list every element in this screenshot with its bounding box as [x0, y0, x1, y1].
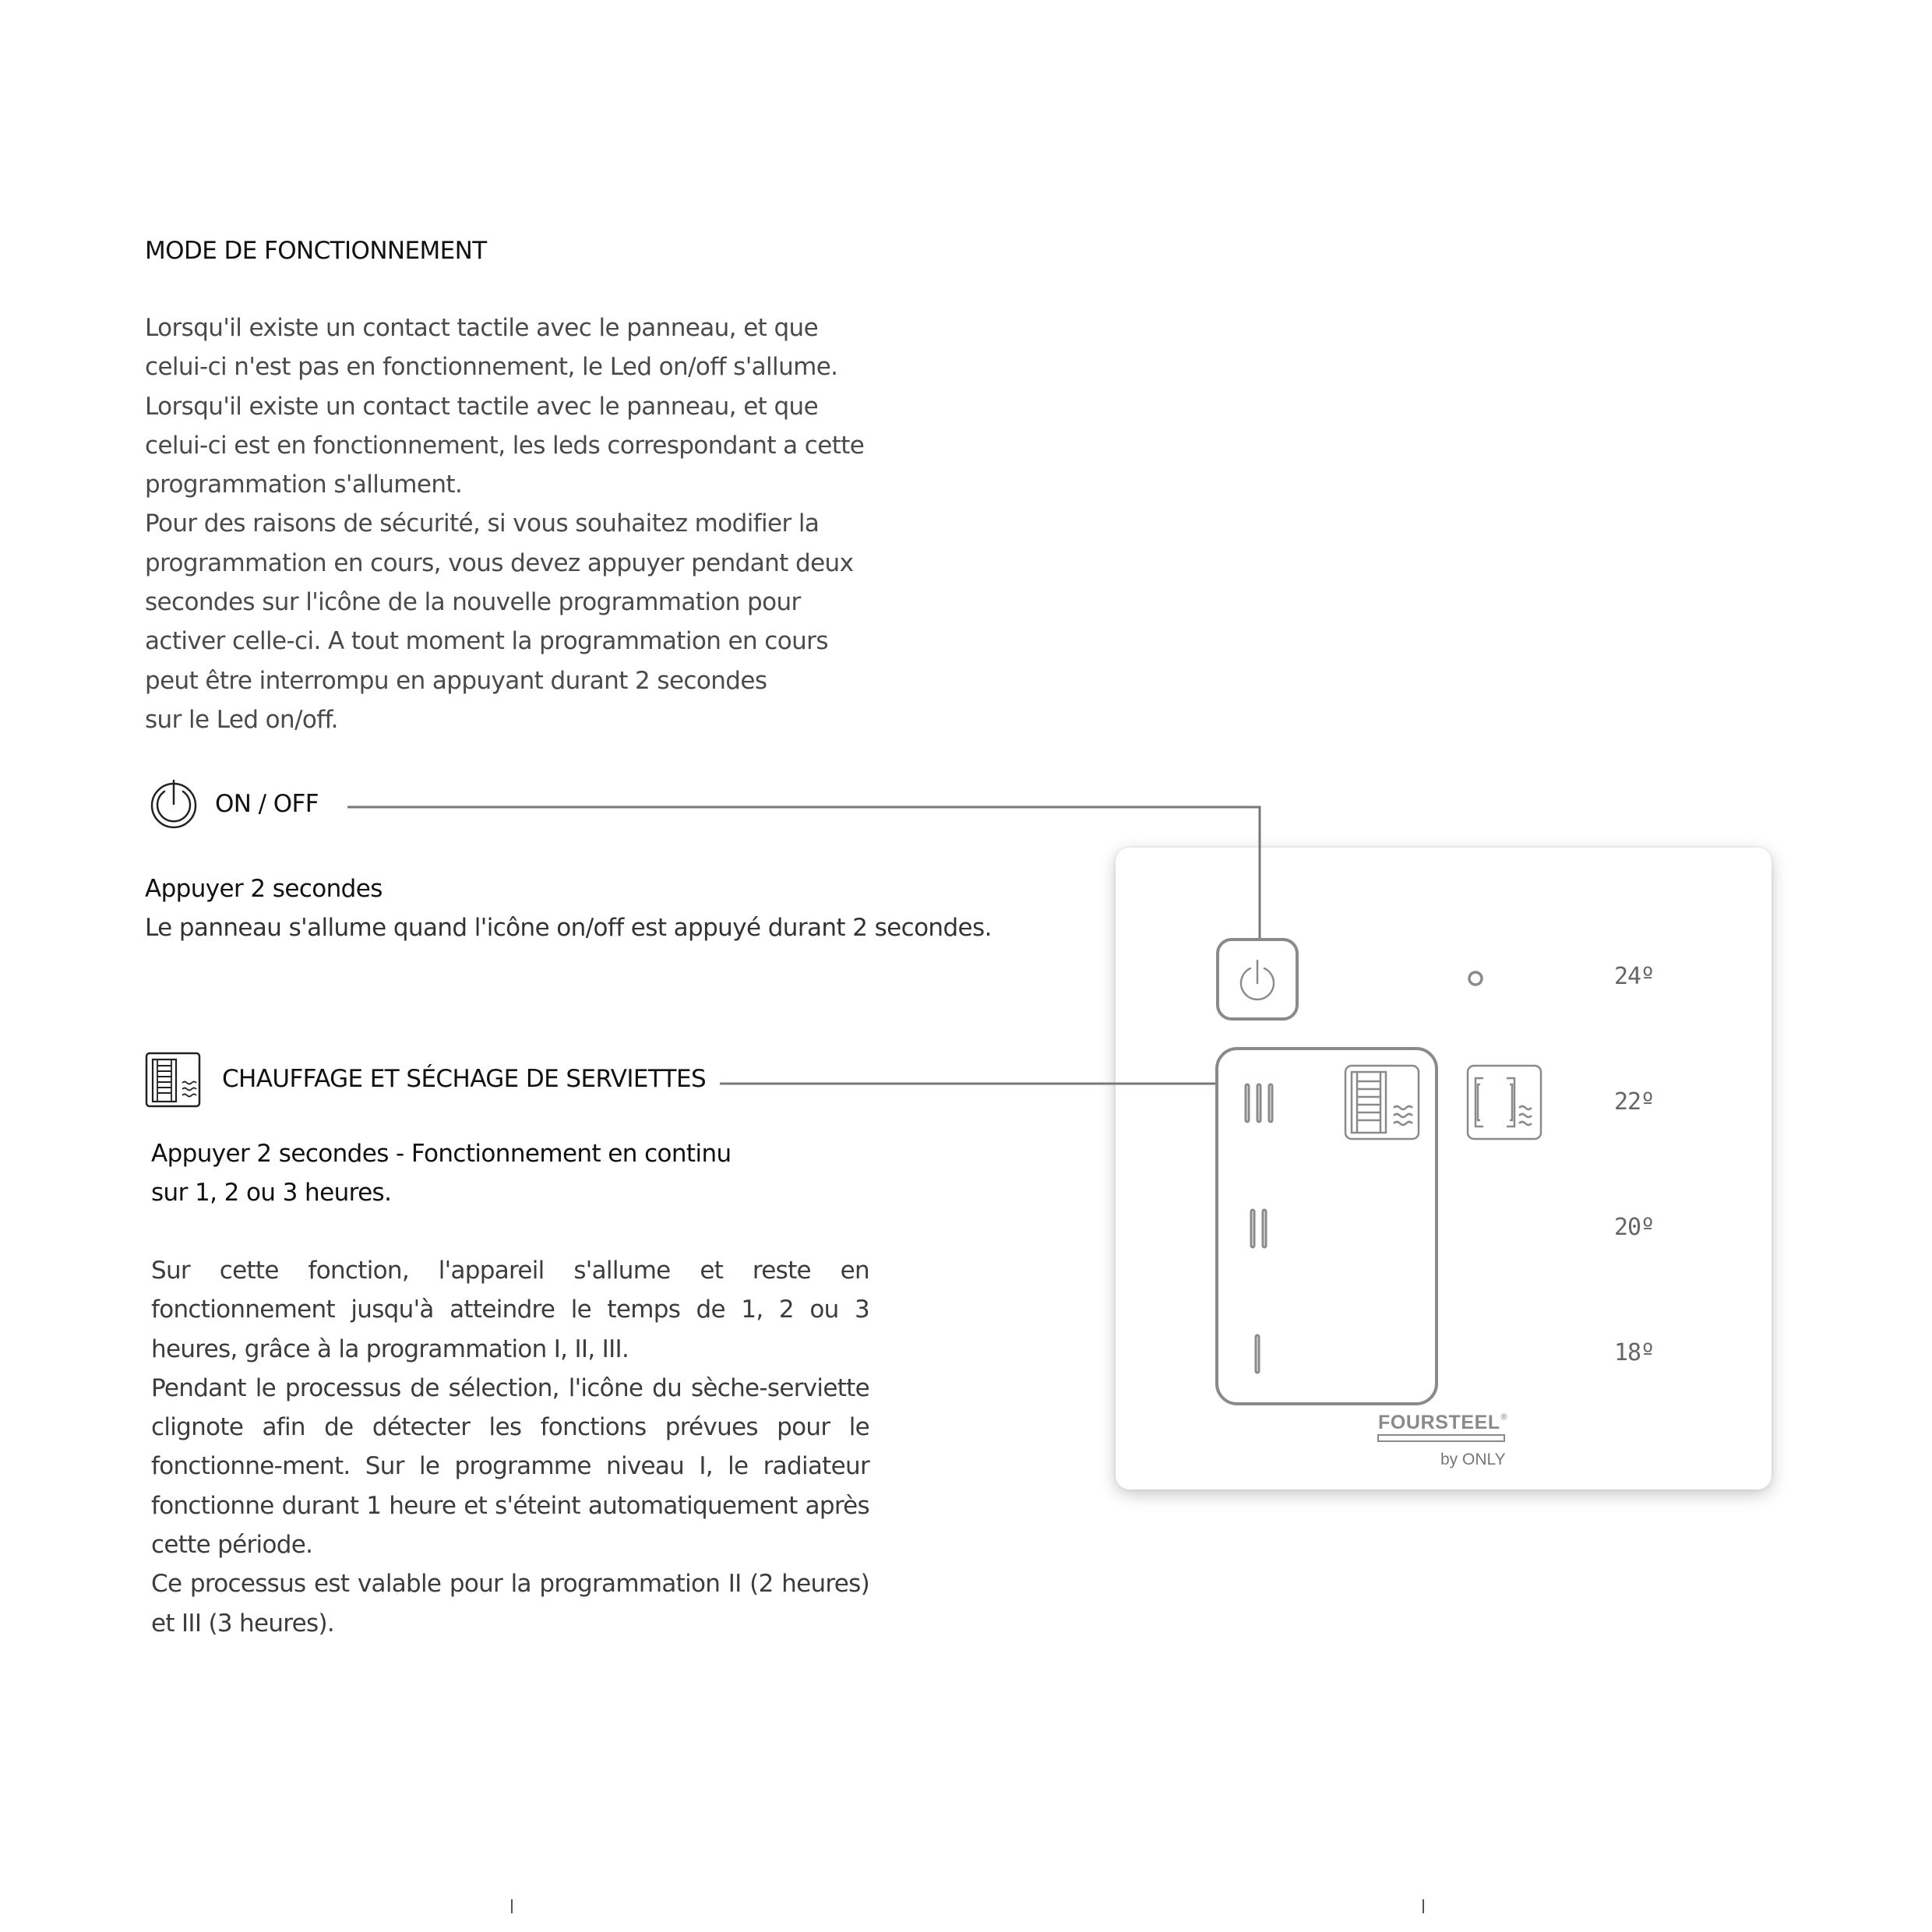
towel-press-line: sur 1, 2 ou 3 heures.: [151, 1179, 392, 1208]
intro-paragraph: [145, 308, 865, 739]
towel-label: CHAUFFAGE ET SÉCHAGE DE SERVIETTES: [222, 1065, 707, 1093]
page-tick-left: [511, 1899, 513, 1913]
intro-line: celui-ci n'est pas en fonctionnement, le Led on/off s'allume.: [145, 353, 838, 382]
intro-line: peut être interrompu en appuyant durant 2 secondes: [145, 666, 767, 695]
temp-20: 20º: [1614, 1214, 1655, 1241]
page-tick-right: [1423, 1899, 1424, 1913]
temp-24: 24º: [1614, 963, 1655, 990]
onoff-press-description: Le panneau s'allume quand l'icône on/off est appuyé durant 2 secondes.: [145, 914, 992, 942]
section-title: MODE DE FONCTIONNEMENT: [145, 237, 487, 265]
towel-description: [151, 1251, 869, 1643]
temp-18: 18º: [1614, 1339, 1655, 1366]
control-panel: [1116, 848, 1772, 1490]
towel-paragraph: Ce processus est valable pour la programmation II (2 heures) et III (3 heures).: [151, 1570, 869, 1638]
brand-registered-mark: ®: [1500, 1412, 1508, 1422]
towel-press-title: [151, 1134, 743, 1213]
towel-press-line: Appuyer 2 secondes - Fonctionnement en continu: [151, 1140, 732, 1168]
intro-line: programmation s'allument.: [145, 471, 463, 499]
intro-line: sur le Led on/off.: [145, 705, 338, 734]
intro-line: Lorsqu'il existe un contact tactile avec le panneau, et que: [145, 392, 819, 421]
onoff-label: ON / OFF: [215, 790, 319, 818]
towel-rail-icon: [145, 1052, 203, 1109]
intro-line: Lorsqu'il existe un contact tactile avec le panneau, et que: [145, 314, 819, 342]
temp-22: 22º: [1614, 1088, 1655, 1116]
intro-line: activer celle-ci. A tout moment la programmation en cours: [145, 627, 828, 656]
brand-logo: FOURSTEEL: [1378, 1412, 1500, 1433]
intro-line: celui-ci est en fonctionnement, les leds correspondant a cette: [145, 431, 865, 460]
onoff-press-title: Appuyer 2 secondes: [145, 875, 383, 903]
intro-line: Pour des raisons de sécurité, si vous souhaitez modifier la: [145, 509, 820, 538]
towel-paragraph: Sur cette fonction, l'appareil s'allume et reste en fonctionnement jusqu'à atteindre le temps de 1, 2 ou 3 heures, grâce à la programmation I, II, III.: [151, 1257, 869, 1363]
intro-line: programmation en cours, vous devez appuyer pendant deux: [145, 548, 854, 577]
towel-paragraph: Pendant le processus de sélection, l'icône du sèche-serviette clignote afin de détecter les fonctions prévues pour le fonctionne-ment. Sur le programme niveau I, le radiateur fonctionne durant 1 heure et s'éteint automatiquement après cette période.: [151, 1373, 869, 1560]
brand-subtitle: by ONLY: [1440, 1451, 1506, 1468]
power-icon: [146, 776, 201, 830]
intro-line: secondes sur l'icône de la nouvelle programmation pour: [145, 588, 801, 617]
